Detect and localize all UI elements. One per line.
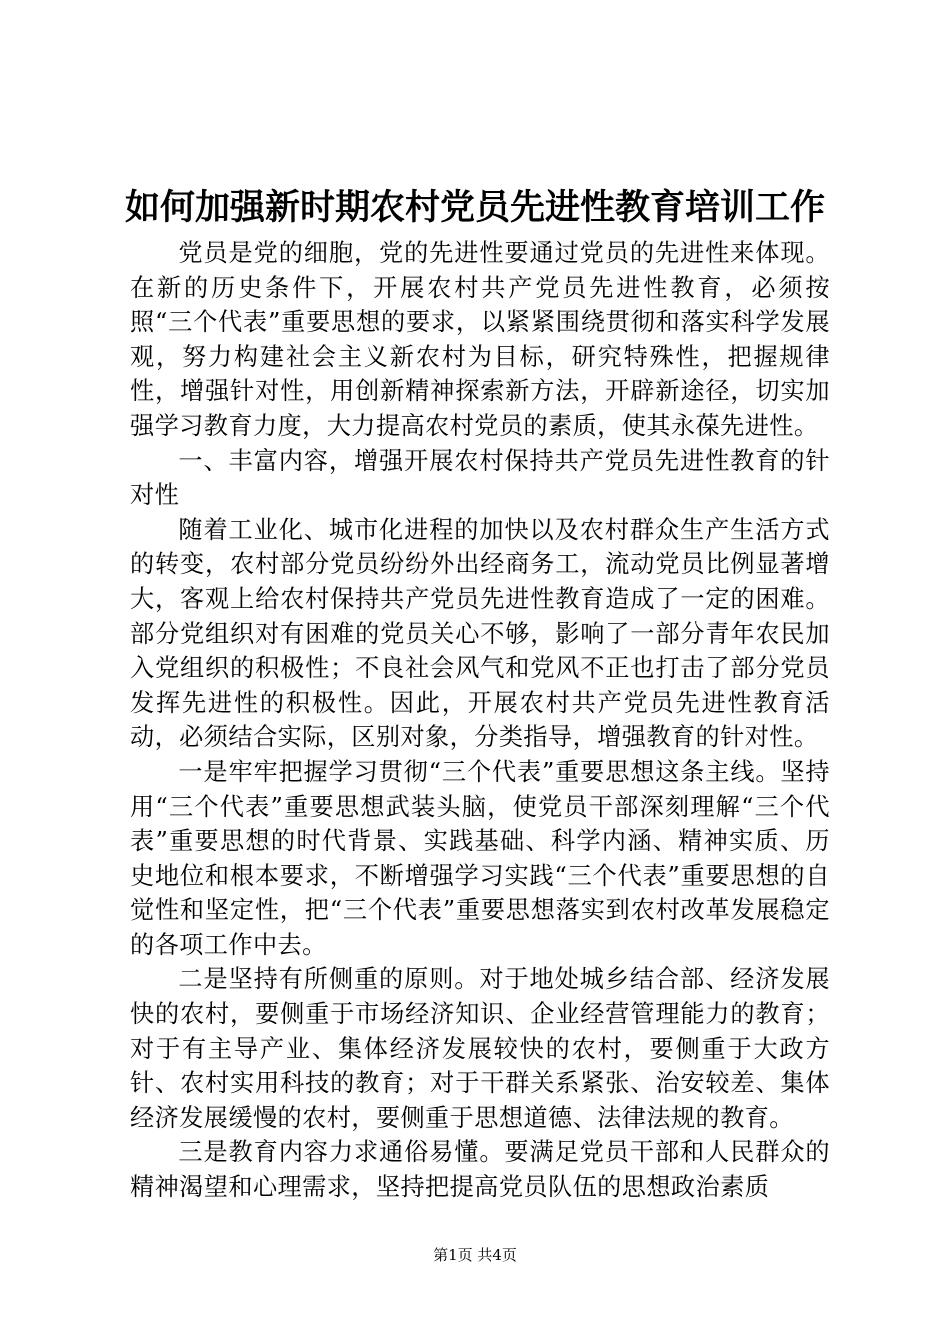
paragraph-intro: 党员是党的细胞，党的先进性要通过党员的先进性来体现。在新的历史条件下，开展农村共产党员先进性教育，必须按照“三个代表”重要思想的要求，以紧紧围绕贯彻和落实科学发展观，努力构建社会主义新农村为目标，研究特殊性，把握规律性，增强针对性，用创新精神探索新方法，开辟新途径，切实加强学习教育力度，大力提高农村党员的素质，使其永葆先进性。 — [130, 239, 830, 440]
document-body — [130, 236, 830, 1205]
paragraph-point-3: 三是教育内容力求通俗易懂。要满足党员干部和人民群众的精神渴望和心理需求，坚持把提高党员队伍的思想政治素质 — [130, 1138, 830, 1202]
paragraph-context: 随着工业化、城市化进程的加快以及农村群众生产生活方式的转变，农村部分党员纷纷外出经商务工，流动党员比例显著增大，客观上给农村保持共产党员先进性教育造成了一定的困难。部分党组织对有困难的党员关心不够，影响了一部分青年农民加入党组织的积极性；不良社会风气和党风不正也打击了部分党员发挥先进性的积极性。因此，开展农村共产党员先进性教育活动，必须结合实际，区别对象，分类指导，增强教育的针对性。 — [130, 515, 830, 752]
paragraph-point-2: 二是坚持有所侧重的原则。对于地处城乡结合部、经济发展快的农村，要侧重于市场经济知识、企业经营管理能力的教育；对于有主导产业、集体经济发展较快的农村，要侧重于大政方针、农村实用科技的教育；对于干群关系紧张、治安较差、集体经济发展缓慢的农村，要侧重于思想道德、法律法规的教育。 — [130, 965, 830, 1132]
section-heading-1: 一、丰富内容，增强开展农村保持共产党员先进性教育的针对性 — [130, 446, 830, 510]
page-footer: 第1页 共4页 — [433, 1246, 517, 1264]
document-title: 如何加强新时期农村党员先进性教育培训工作 — [124, 187, 825, 228]
paragraph-point-1: 一是牢牢把握学习贯彻“三个代表”重要思想这条主线。坚持用“三个代表”重要思想武装头脑，使党员干部深刻理解“三个代表”重要思想的时代背景、实践基础、科学内涵、精神实质、历史地位和根本要求，不断增强学习实践“三个代表”重要思想的自觉性和坚定性，把“三个代表”重要思想落实到农村改革发展稳定的各项工作中去。 — [130, 757, 830, 959]
